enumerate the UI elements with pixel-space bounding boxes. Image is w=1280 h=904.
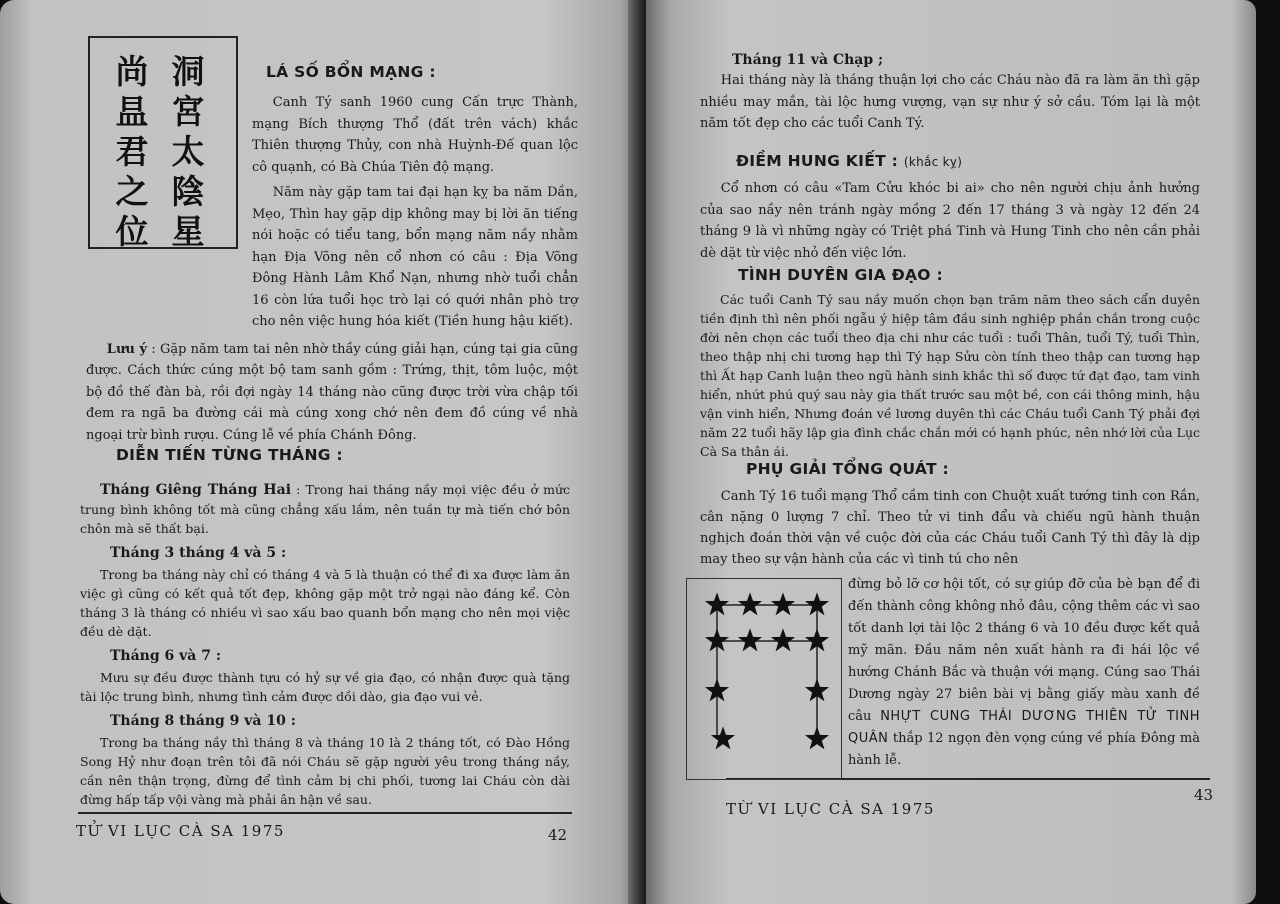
intro-block [252,92,578,178]
phu-giai-block-continued [848,574,1200,772]
paragraph: Các tuổi Canh Tý sau nầy muốn chọn bạn trăm năm theo sách cẩn duyên tiền định thì nên phối ngẫu ý hiệp tâm đầu sinh nghiệp phần chắn trong cuộc đời nên chọn các tuổi theo địa chi như các tuổi : tuổi Thân, tuổi Tý, tuổi Thìn, theo thập nhị chi tương hạp thì Tý hạp Sửu còn tính theo thập can tương hạp thì Ất hạp Canh luận theo ngũ hành sinh khắc thì số được tứ đạt đạo, tam vinh hiển, nhứt phú quý sau này gia thất trước sau một bề, con cái thông minh, hậu vận vinh hiển, Nhưng đoán về lương duyên thì các Cháu tuổi Canh Tý phải đợi năm 22 tuổi hãy lập gia đình chắc chắn mới có hạnh phúc, nên nhớ lời của Lục Cà Sa thân ái. [700,292,1200,459]
running-footer: TỪ VI LỤC CÀ SA 1975 [726,800,935,818]
stars-group [705,592,829,749]
star-icon [771,628,795,651]
luu-y-label: Lưu ý [106,341,148,357]
paragraph: Năm này gặp tam tai đại hạn kỵ ba năm Dần, Mẹo, Thìn hay gặp dịp không may bị lời ăn tiếng nói hoặc có tiểu tang, bổn mạng năm nầy nhằm hạn Địa Võng nên cổ nhơn có câu : Địa Võng Đông Hành Lâm Khổ Nạn, nhưng nhờ tuổi chẳn 16 còn lứa tuổi học trò lại có quới nhân phò trợ cho nên việc hung hóa kiết (Tiền hung hậu kiết). [252,185,578,329]
star-icon [711,726,735,749]
month-label: Tháng 6 và 7 : [110,648,221,664]
section-title-phu-giai: PHỤ GIẢI TỔNG QUÁT : [746,460,950,478]
paragraph: Trong ba tháng nầy thì tháng 8 và tháng 10 là 2 tháng tốt, có Đào Hồng Song Hỷ như đoạn trên tôi đã nói Cháu sẽ gặp người yêu trong tháng nầy, cần nên thận trọng, đừng để tình cảm bị chi phối, tương lai Cháu còn dài đừng hấp tấp vội vàng mà phải ân hận về sau. [80,735,570,807]
paragraph: Canh Tý 16 tuổi mạng Thổ cầm tinh con Chuột xuất tướng tinh con Rắn, cân nặng 0 lượng 7 chỉ. Theo tử vi tinh đẩu và chiếu ngũ hành thuận nghịch đoán thời vận về cuộc đời của các Cháu tuổi Canh Tý thì đây là dịp may theo sự vận hành của các vì tinh tú cho nên [700,489,1200,567]
section-title-diem-hung-kiet: ĐIỀM HUNG KIẾT : (khắc kỵ) [736,152,963,170]
tablet-inscription: NHỰT CUNG THÁI DƯƠNG THIÊN TỬ TINH QUÂN [848,709,1200,746]
right-text-top [700,70,1200,135]
star-diagram-box [686,578,842,780]
section-title-la-so: LÁ SỐ BỔN MẠNG : [266,63,436,81]
section-title-tinh-duyen: TÌNH DUYÊN GIA ĐẠO : [738,266,943,284]
left-text-column [86,182,578,446]
diem-hung-kiet-block [700,178,1200,264]
footer-rule [78,812,572,814]
shrine-column-right: 洞 宮 太 陰 星 [171,52,205,251]
running-footer: TỬ VI LỤC CÀ SA 1975 [76,822,285,840]
paragraph: đừng bỏ lỡ cơ hội tốt, có sự giúp đỡ của bè bạn để đi đến thành công không nhỏ đâu, cộng thêm các vì sao tốt danh lợi tài lộc 2 tháng 6 và 10 đều được kết quả mỹ mãn. Đầu năm nên xuất hành ra đi hái lộc về hướng Chánh Bắc và thuận với mạng. Cúng sao Thái Dương ngày 27 biên bài vị bằng giấy màu xanh đề câu NHỰT CUNG THÁI DƯƠNG THIÊN TỬ TINH QUÂN thắp 12 ngọn đèn vọng cúng về phía Đông mà hành lễ. [848,577,1200,768]
paragraph: Canh Tý sanh 1960 cung Cấn trực Thành, mạng Bích thượng Thổ (đất trên vách) khắc Thiên thượng Thủy, con nhà Huỳnh-Đế quan lộc cô quạnh, có Bà Chúa Tiên độ mạng. [252,95,578,175]
paragraph: Cổ nhơn có câu «Tam Cửu khóc bi ai» cho nên người chịu ảnh hưởng của sao nầy nên tránh ngày mồng 2 đến 17 tháng 3 và ngày 12 đến 24 tháng 9 là vì những ngày có Triệt phá Tinh và Hung Tinh cho nên cần phải dè dặt từ việc nhỏ đến việc lớn. [700,181,1200,261]
paragraph: Trong ba tháng này chỉ có tháng 4 và 5 là thuận có thể đi xa được làm ăn việc gì cũng có kết quả tốt đẹp, không gặp một trở ngại nào đáng kể. Còn tháng 3 là tháng có nhiều vì sao xấu bao quanh bổn mạng cho nên mọi việc đều dè dặt. [80,567,570,639]
star-diagram [687,579,843,781]
star-connector-lines [717,605,817,739]
paragraph: Hai tháng này là tháng thuận lợi cho các Cháu nào đã ra làm ăn thì gặp nhiều may mắn, tài lộc hưng vượng, vạn sự như ý sở cầu. Tóm lại là một năm tốt đẹp cho các tuổi Canh Tý. [700,73,1200,131]
paragraph-month-1-2: Tháng Giêng Tháng Hai : Trong hai tháng nầy mọi việc đều ở mức trung bình không tốt mà cũng chẳng xấu lắm, nên tuần tự mà tiến chớ bôn chôn mà sẽ thất bại. [80,482,570,536]
phu-giai-block [700,486,1200,570]
month-label: Tháng 11 và Chạp ; [732,52,884,68]
months-block [80,480,570,809]
paragraph: Mưu sự đều được thành tựu có hỷ sự về gia đạo, có nhận được quà tặng tài lộc trung bình, nhưng tình cảm được dồi dào, gia đạo vui vẻ. [80,670,570,704]
star-icon [738,592,762,615]
month-label: Tháng 8 tháng 9 và 10 : [110,713,296,729]
star-icon [805,726,829,749]
tinh-duyen-block [700,290,1200,461]
page-number: 42 [548,826,568,844]
page-number: 43 [1194,786,1214,804]
paragraph-luu-y: Lưu ý : Gặp năm tam tai nên nhờ thầy cúng giải hạn, cúng tại gia cũng được. Cách thức cúng một bộ tam sanh gồm : Trứng, thịt, tôm luộc, một bộ đồ thế đàn bà, rồi đợi ngày 14 tháng nào cũng được trời vừa chập tối đem ra ngã ba đường cái mà cúng xong chớ nên đem đồ cúng về nhà ngoại trừ bình rượu. Cúng lễ về phía Chánh Đông. [86,341,579,443]
star-icon [738,628,762,651]
section-title-dien-tien: DIỄN TIẾN TỪNG THÁNG : [116,446,343,464]
month-label: Tháng 3 tháng 4 và 5 : [110,545,287,561]
month-label: Tháng Giêng Tháng Hai [100,482,292,498]
star-icon [771,592,795,615]
shrine-column-left: 尚 昷 君 之 位 [115,52,149,251]
